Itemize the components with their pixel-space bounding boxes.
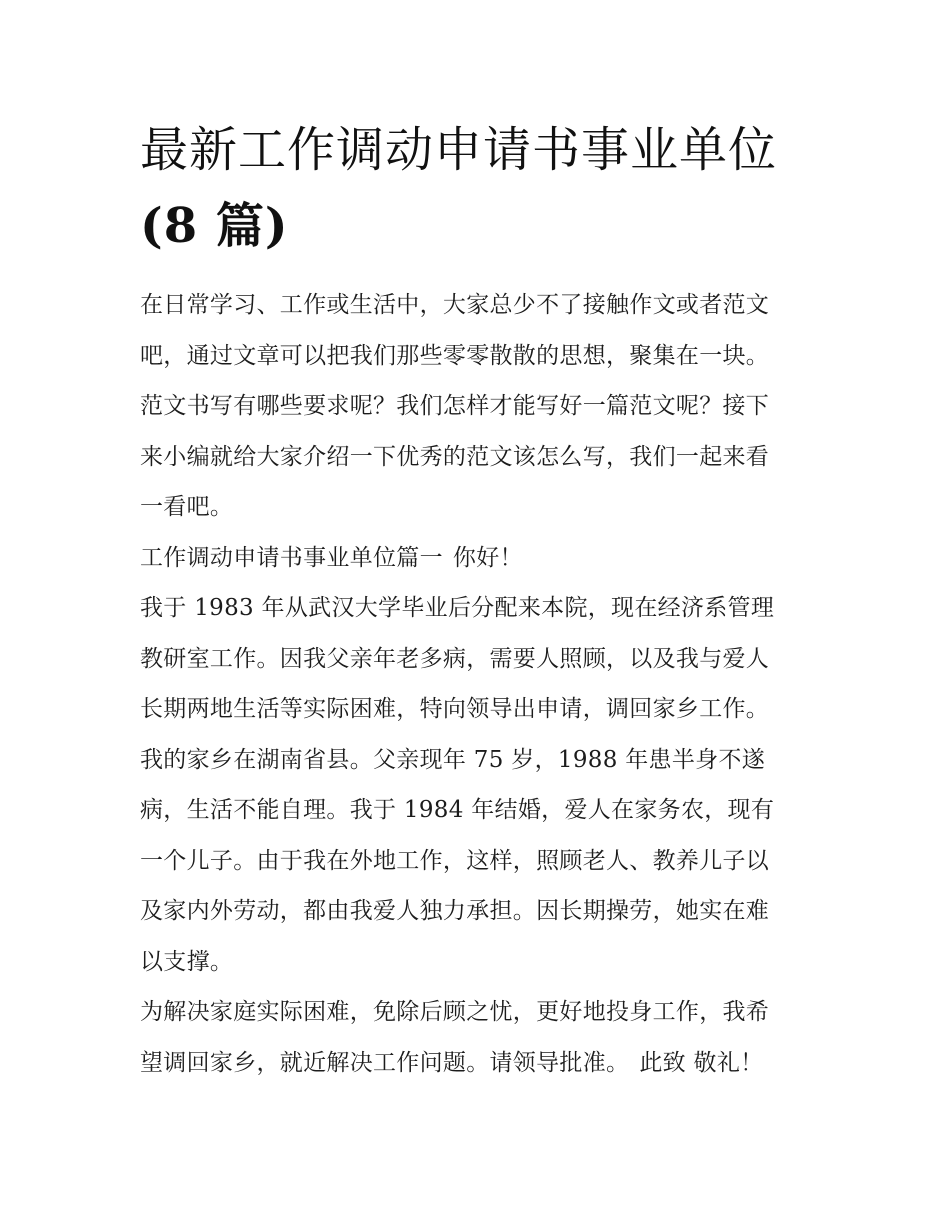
title-suffix: (8 篇) <box>140 198 289 254</box>
paragraph-line: 我于 1983 年从武汉大学毕业后分配来本院，现在经济系管理 <box>140 595 775 621</box>
intro-line: 范文书写有哪些要求呢？我们怎样才能写好一篇范文呢？接下 <box>140 393 770 419</box>
paragraph-line: 病，生活不能自理。我于 1984 年结婚，爱人在家务农，现有 <box>140 797 775 823</box>
greeting: 你好！ <box>452 544 523 571</box>
title-main: 最新工作调动申请书事业单位 <box>140 122 778 178</box>
intro-line: 一看吧。 <box>140 494 234 520</box>
document-body <box>140 280 820 1088</box>
document-title <box>140 112 820 264</box>
intro-line: 在日常学习、工作或生活中，大家总少不了接触作文或者范文 <box>140 292 770 318</box>
intro-line: 吧，通过文章可以把我们那些零零散散的思想，聚集在一块。 <box>140 342 770 369</box>
section-heading: 工作调动申请书事业单位篇一 <box>140 544 443 571</box>
paragraph-line: 为解决家庭实际困难，免除后顾之忧，更好地投身工作，我希 <box>140 999 770 1025</box>
paragraph-line: 以支撑。 <box>140 948 234 975</box>
paragraph-line <box>140 1038 820 1089</box>
paragraph-line-text: 望调回家乡，就近解决工作问题。请领导批准。 <box>140 1049 630 1076</box>
paragraph-line: 长期两地生活等实际困难，特向领导出申请，调回家乡工作。 <box>140 696 770 722</box>
paragraph-line: 一个儿子。由于我在外地工作，这样，照顾老人、教养儿子以 <box>140 847 770 874</box>
paragraph-line: 教研室工作。因我父亲年老多病，需要人照顾，以及我与爱人 <box>140 645 770 672</box>
section-heading-line <box>140 533 820 584</box>
closing-salutation: 此致 敬礼！ <box>639 1049 764 1076</box>
intro-paragraph <box>140 280 820 533</box>
paragraph-line: 及家内外劳动，都由我爱人独力承担。因长期操劳，她实在难 <box>140 898 770 924</box>
letter-paragraph-1 <box>140 583 820 987</box>
letter-paragraph-2 <box>140 987 820 1088</box>
intro-line: 来小编就给大家介绍一下优秀的范文该怎么写，我们一起来看 <box>140 443 770 470</box>
paragraph-line: 我的家乡在湖南省县。父亲现年 75 岁，1988 年患半身不遂 <box>140 746 766 773</box>
